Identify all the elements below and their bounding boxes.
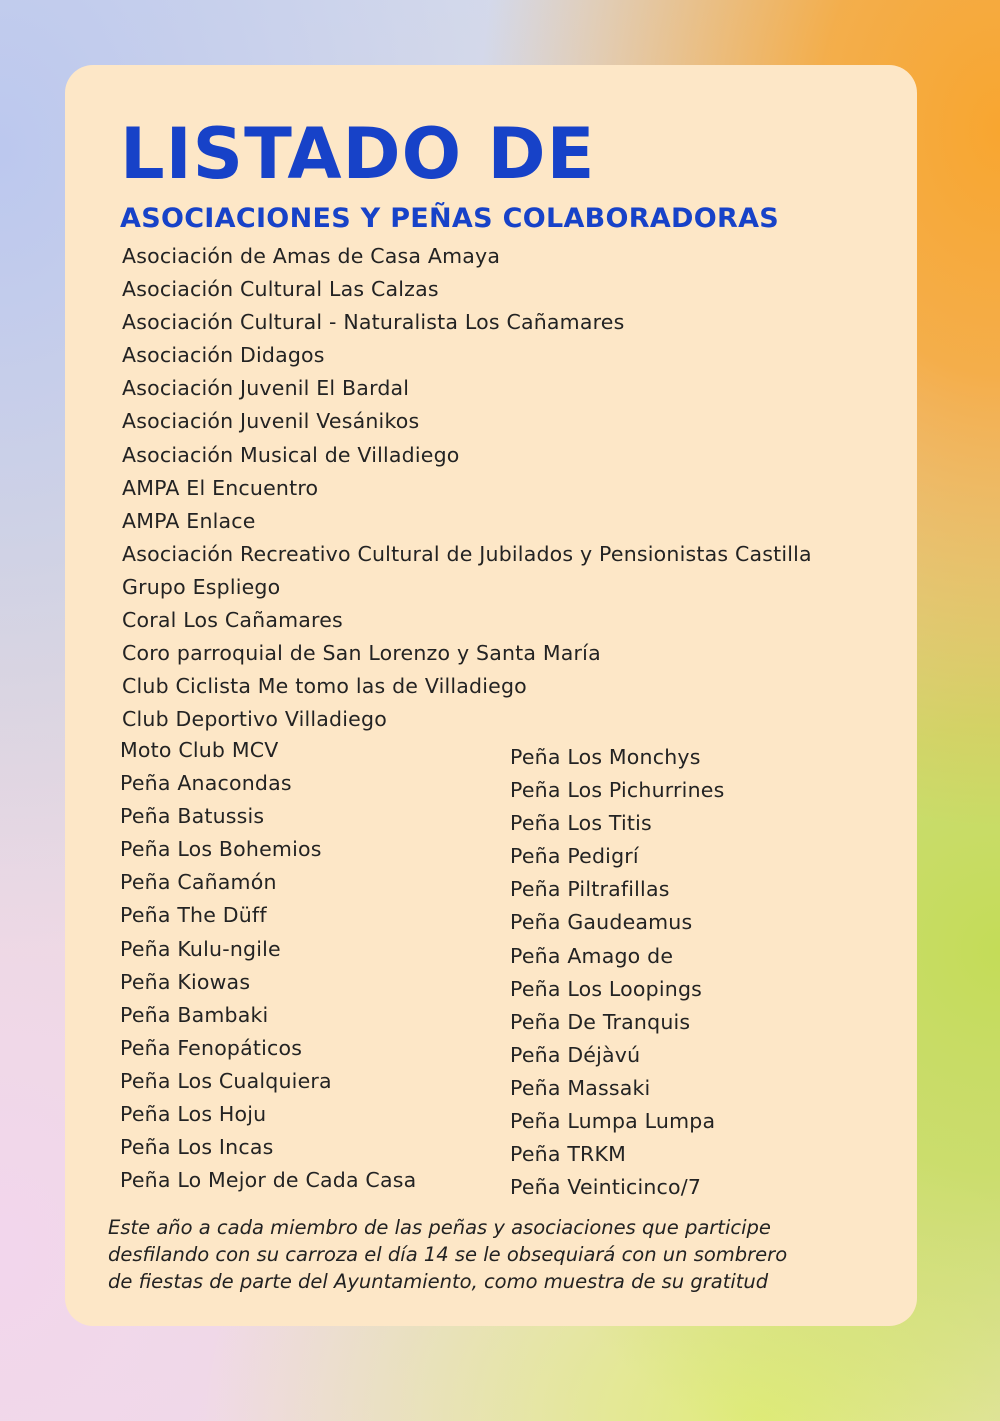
list-item: Peña Bambaki	[120, 1002, 269, 1027]
list-item: Asociación Cultural Las Calzas	[122, 277, 439, 302]
gratitude-note-line: Este año a cada miembro de las peñas y asociaciones que participe	[108, 1216, 771, 1239]
list-item: Peña Los Incas	[120, 1135, 274, 1160]
gratitude-note-line: de fiestas de parte del Ayuntamiento, como muestra de su gratitud	[108, 1270, 769, 1293]
associations-list	[122, 240, 812, 736]
list-item: Peña The Düff	[120, 903, 267, 928]
list-item: Peña Anacondas	[120, 771, 292, 796]
list-item: Peña Piltrafillas	[510, 877, 670, 902]
page-subtitle: ASOCIACIONES Y PEÑAS COLABORADORAS	[120, 203, 780, 234]
list-item: Peña Pedigrí	[510, 844, 639, 869]
list-item: Moto Club MCV	[120, 738, 279, 762]
list-item: Peña Kulu-ngile	[120, 936, 281, 961]
list-item: Peña Los Pichurrines	[510, 778, 725, 803]
list-item: Asociación Cultural - Naturalista Los Cañamares	[122, 310, 625, 335]
list-item: Asociación Juvenil Vesánikos	[122, 409, 420, 434]
list-item: Asociación Didagos	[122, 343, 325, 368]
list-item: Peña Kiowas	[120, 969, 251, 994]
penas-list-right	[510, 741, 724, 1204]
list-item: Peña Los Loopings	[510, 976, 703, 1001]
list-item: AMPA El Encuentro	[122, 475, 319, 500]
list-item: Club Ciclista Me tomo las de Villadiego	[122, 674, 527, 699]
list-item: Grupo Espliego	[122, 574, 281, 599]
list-item: Peña Massaki	[510, 1075, 651, 1100]
list-item: Peña Los Hoju	[120, 1102, 267, 1127]
list-item: Asociación Recreativo Cultural de Jubilados y Pensionistas Castilla	[122, 541, 812, 566]
list-item: Asociación Musical de Villadiego	[122, 442, 460, 467]
list-item: AMPA Enlace	[122, 508, 256, 533]
penas-list-left	[120, 734, 416, 1197]
list-item: Peña Los Monchys	[510, 745, 701, 769]
list-item: Peña Los Titis	[510, 811, 652, 836]
list-item: Peña Gaudeamus	[510, 910, 693, 935]
list-item: Coral Los Cañamares	[122, 608, 343, 633]
gratitude-note	[108, 1214, 898, 1295]
list-item: Club Deportivo Villadiego	[122, 707, 387, 732]
list-item: Peña Cañamón	[120, 870, 277, 895]
list-item: Peña Los Cualquiera	[120, 1068, 332, 1093]
list-item: Peña Déjàvú	[510, 1042, 641, 1067]
page-title: LISTADO DE	[120, 113, 596, 195]
list-item: Peña Veinticinco/7	[510, 1175, 702, 1200]
list-item: Peña Los Bohemios	[120, 837, 322, 862]
list-item: Peña De Tranquis	[510, 1009, 691, 1034]
list-item: Peña Amago de	[510, 943, 674, 968]
list-item: Asociación de Amas de Casa Amaya	[122, 244, 501, 268]
list-item: Peña Lumpa Lumpa	[510, 1109, 716, 1134]
list-item: Asociación Juvenil El Bardal	[122, 376, 410, 401]
list-item: Peña Fenopáticos	[120, 1035, 303, 1060]
list-item: Peña Lo Mejor de Cada Casa	[120, 1168, 417, 1193]
list-item: Peña Batussis	[120, 804, 265, 829]
gratitude-note-line: desfilando con su carroza el día 14 se le obsequiará con un sombrero	[108, 1243, 788, 1266]
list-item: Coro parroquial de San Lorenzo y Santa María	[122, 641, 601, 666]
list-item: Peña TRKM	[510, 1142, 627, 1167]
